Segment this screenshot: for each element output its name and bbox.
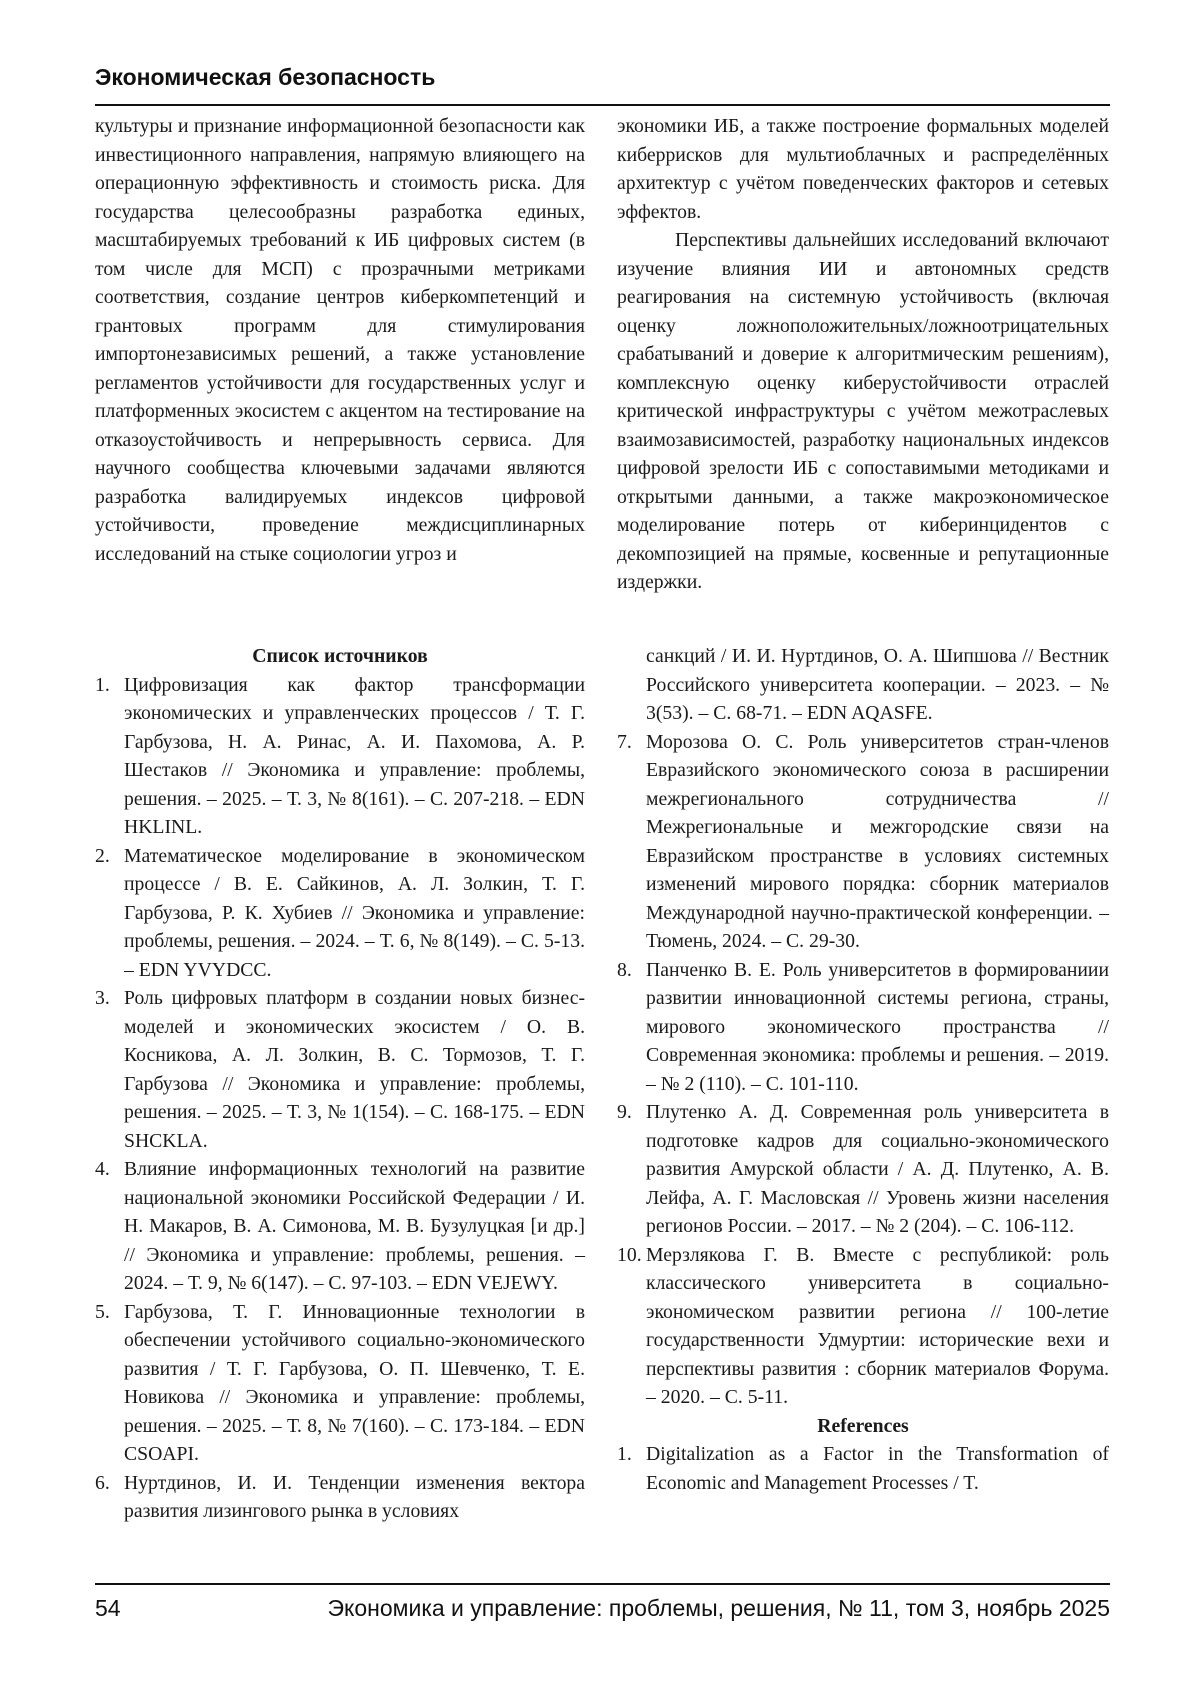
source-number: 1.: [95, 673, 110, 696]
section-title: Экономическая безопасность: [95, 64, 436, 90]
source-item: [95, 842, 585, 985]
source-number: 4.: [95, 1158, 110, 1180]
source-item: [617, 1098, 1109, 1241]
source-number: 8.: [617, 958, 632, 981]
source-text: Цифровизация как фактор трансформации экономических и управленческих процессов / Т. Г. Гарбузова, Н. А. Ринас, А. И. Пахомова, А. Р. Шестаков // Экономика и управление: проблемы, решения. – 2025. – Т. 3, № 8(161). – С. 207-218. – EDN HKLINL.: [124, 673, 585, 838]
source-text: Математическое моделирование в экономическом процессе / В. Е. Сайкинов, А. Л. Золкин, Т. Г. Гарбузова, Р. К. Хубиев // Экономика и управление: проблемы, решения. – 2024. – Т. 6, № 8(149). – С. 5-13. – EDN YVYDCC.: [124, 844, 585, 981]
source-text: Панченко В. Е. Роль университетов в формированиии развитии инновационной системы региона, страны, мирового экономического пространства // Современная экономика: проблемы и решения. – 2019. – № 2 (110). – С. 101-110.: [646, 958, 1109, 1095]
right-body-continuation: экономики ИБ, а также построение формальных моделей киберрисков для мультиоблачных и распределённых архитектур с учётом поведенческих факторов и сетевых эффектов.: [617, 115, 1109, 223]
source-item: [95, 1298, 585, 1469]
source-text: Мерзлякова Г. В. Вместе с республикой: роль классического университета в социально-экономическом развитии региона // 100-летие государственности Удмуртии: исторические вехи и перспективы развития : сборник материалов Форума. – 2020. – С. 5-11.: [646, 1243, 1109, 1408]
right-body-column: [617, 112, 1109, 597]
source-item: [617, 1241, 1109, 1412]
source-number: 9.: [617, 1101, 632, 1123]
source-item: [95, 1155, 585, 1298]
source-item: [617, 956, 1109, 1099]
page-number: 54: [95, 1595, 121, 1621]
source-text: Морозова О. С. Роль университетов стран-членов Евразийского экономического союза в расширении межрегионального сотрудничества // Межрегиональные и межгородские связи на Евразийском пространстве в условиях системных изменений мирового порядка: сборник материалов Международной научно-практической конференции. – Тюмень, 2024. – С. 29-30.: [646, 730, 1109, 952]
source-number: 2.: [95, 844, 110, 867]
source-item-6-continuation: санкций / И. И. Нуртдинов, О. А. Шипшова // Вестник Российского университета кооперации. – 2023. – № 3(53). – С. 68-71. – EDN AQASFE.: [646, 645, 1109, 724]
right-body-paragraph: Перспективы дальнейших исследований включают изучение влияния ИИ и автономных средств реагирования на системную устойчивость (включая оценку ложноположительных/ложноотрицательных срабатываний и доверие к алгоритмическим решениям), комплексную оценку киберустойчивости отраслей критической инфраструктуры с учётом межотраслевых взаимозависимостей, разработку национальных индексов цифровой зрелости ИБ с сопоставимыми методиками и открытыми данными, а также макроэкономическое моделирование потерь от киберинцидентов с декомпозицией на прямые, косвенные и репутационные издержки.: [617, 229, 1109, 593]
source-number: 10.: [617, 1243, 642, 1266]
source-item: [617, 728, 1109, 956]
header-rule: [95, 104, 1110, 106]
source-item: [95, 671, 585, 842]
source-text: Гарбузова, Т. Г. Инновационные технологии в обеспечении устойчивого социально-экономического развития / Т. Г. Гарбузова, О. П. Шевченко, Т. Е. Новикова // Экономика и управление: проблемы, решения. – 2025. – Т. 8, № 7(160). – С. 173-184. – EDN CSOAPI.: [124, 1300, 585, 1465]
source-item: [95, 984, 585, 1155]
source-item: [95, 1469, 585, 1526]
source-text: Нуртдинов, И. И. Тенденции изменения вектора развития лизингового рынка в условиях: [124, 1471, 585, 1522]
source-number: 5.: [95, 1300, 110, 1323]
sources-right-column: [617, 642, 1109, 1497]
sources-list-left: [95, 671, 585, 1526]
sources-list-right: [617, 728, 1109, 1412]
references-list: [617, 1440, 1109, 1497]
left-body-column: [95, 112, 585, 568]
source-text: Роль цифровых платформ в создании новых бизнес-моделей и экономических экосистем / О. В. Косникова, А. Л. Золкин, В. С. Тормозов, Т. Г. Гарбузова // Экономика и управление: проблемы, решения. – 2025. – Т. 3, № 1(154). – С. 168-175. – EDN SHCKLA.: [124, 987, 585, 1152]
source-text: Плутенко А. Д. Современная роль университета в подготовке кадров для социально-экономического развития Амурской области / А. Д. Плутенко, А. В. Лейфа, А. Г. Масловская // Уровень жизни населения регионов России. – 2017. – № 2 (204). – С. 106-112.: [646, 1101, 1109, 1237]
source-number: 3.: [95, 987, 110, 1009]
footer-rule: [95, 1583, 1110, 1585]
reference-item: [617, 1440, 1109, 1497]
source-number: 7.: [617, 730, 632, 753]
reference-text: Digitalization as a Factor in the Transformation of Economic and Management Processes / T.: [646, 1443, 1109, 1494]
sources-left-column: [95, 642, 585, 1526]
source-number: 6.: [95, 1471, 110, 1494]
left-body-paragraph: культуры и признание информационной безопасности как инвестиционного направления, напрямую влияющего на операционную эффективность и стоимость риска. Для государства целесообразны разработка единых, масштабируемых требований к ИБ цифровых систем (в том числе для МСП) с прозрачными метриками соответствия, создание центров киберкомпетенций и грантовых программ для стимулирования импортонезависимых решений, а также установление регламентов устойчивости для государственных услуг и платформенных экосистем с акцентом на тестирование на отказоустойчивость и непрерывность сервиса. Для научного сообщества ключевыми задачами являются разработка валидируемых индексов цифровой устойчивости, проведение междисциплинарных исследований на стыке социологии угроз и: [95, 115, 585, 565]
journal-footer: Экономика и управление: проблемы, решения, № 11, том 3, ноябрь 2025: [327, 1595, 1110, 1621]
reference-number: 1.: [617, 1443, 632, 1465]
sources-heading: Список источников: [252, 645, 428, 667]
references-heading: References: [817, 1414, 909, 1437]
source-text: Влияние информационных технологий на развитие национальной экономики Российской Федерации / И. Н. Макаров, В. А. Симонова, М. В. Бузулуцкая [и др.] // Экономика и управление: проблемы, решения. – 2024. – Т. 9, № 6(147). – С. 97-103. – EDN VEJEWY.: [124, 1158, 585, 1294]
